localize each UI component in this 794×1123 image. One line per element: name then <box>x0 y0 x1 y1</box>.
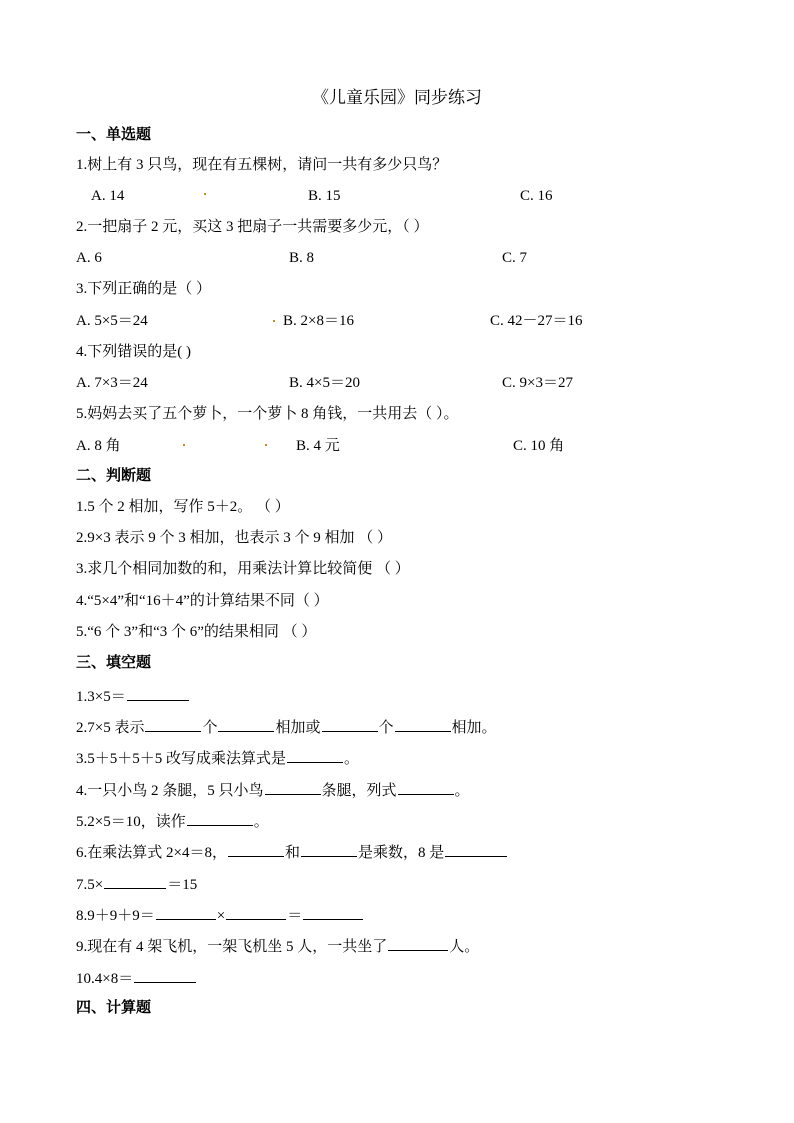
fill-q5-text-2: 。 <box>253 814 269 830</box>
answer-blank[interactable] <box>134 966 196 983</box>
fill-question-10 <box>76 966 197 990</box>
answer-blank[interactable] <box>187 809 253 826</box>
mc-q1-option-b: B. 15 <box>308 188 341 204</box>
stray-dot <box>183 444 185 446</box>
fill-q8-text-3: ＝ <box>287 908 303 924</box>
section-heading-fill-in: 三、填空题 <box>76 655 152 671</box>
fill-question-2 <box>76 715 497 739</box>
mc-q3-option-a: A. 5×5＝24 <box>76 313 148 329</box>
answer-blank[interactable] <box>265 778 321 795</box>
stray-dot <box>265 444 267 446</box>
section-heading-single-choice: 一、单选题 <box>76 127 152 143</box>
mc-q1-option-a: A. 14 <box>91 188 125 204</box>
answer-blank[interactable] <box>445 840 507 857</box>
mc-question-5: 5.妈妈去买了五个萝卜，一个萝卜 8 角钱，一共用去（ ）。 <box>76 406 459 422</box>
mc-q2-option-a: A. 6 <box>76 250 102 266</box>
fill-q2-text-1: 2.7×5 表示 <box>76 720 145 736</box>
answer-blank[interactable] <box>228 840 284 857</box>
mc-q3-option-c: C. 42－27＝16 <box>490 313 583 329</box>
mc-q1-option-c: C. 16 <box>520 188 553 204</box>
fill-q4-text-2: 条腿，列式 <box>321 783 397 799</box>
answer-blank[interactable] <box>303 903 363 920</box>
answer-blank[interactable] <box>388 934 448 951</box>
fill-q2-text-5: 相加。 <box>451 720 497 736</box>
answer-blank[interactable] <box>127 684 189 701</box>
mc-q4-option-c: C. 9×3＝27 <box>502 375 573 391</box>
fill-question-4 <box>76 778 470 802</box>
fill-q1-text: 1.3×5＝ <box>76 689 126 705</box>
fill-q6-text-3: 是乘数，8 是 <box>357 845 445 861</box>
fill-q7-text-2: ＝15 <box>167 877 198 893</box>
fill-q2-text-4: 个 <box>378 720 394 736</box>
answer-blank[interactable] <box>398 778 454 795</box>
fill-question-7 <box>76 872 197 896</box>
fill-question-6 <box>76 840 508 864</box>
section-heading-calculation: 四、计算题 <box>76 1000 152 1016</box>
answer-blank[interactable] <box>301 840 357 857</box>
fill-q6-text-2: 和 <box>284 845 300 861</box>
page-title: 《儿童乐园》同步练习 <box>312 88 482 107</box>
mc-q4-option-a: A. 7×3＝24 <box>76 375 148 391</box>
tf-question-2: 2.9×3 表示 9 个 3 相加，也表示 3 个 9 相加 （ ） <box>76 530 392 546</box>
stray-dot <box>273 320 275 322</box>
fill-question-3 <box>76 746 359 770</box>
tf-question-3: 3.求几个相同加数的和，用乘法计算比较简便 （ ） <box>76 561 410 577</box>
mc-q5-option-c: C. 10 角 <box>513 438 565 454</box>
answer-blank[interactable] <box>218 715 274 732</box>
mc-q5-option-a: A. 8 角 <box>76 438 121 454</box>
answer-blank[interactable] <box>145 715 201 732</box>
tf-question-4: 4.“5×4”和“16＋4”的计算结果不同（ ） <box>76 593 329 609</box>
mc-question-1: 1.树上有 3 只鸟，现在有五棵树，请问一共有多少只鸟？ <box>76 157 448 173</box>
tf-question-5: 5.“6 个 3”和“3 个 6”的结果相同 （ ） <box>76 624 317 640</box>
answer-blank[interactable] <box>226 903 286 920</box>
fill-q7-text-1: 7.5× <box>76 877 104 893</box>
tf-question-1: 1.5 个 2 相加，写作 5＋2。 （ ） <box>76 499 290 515</box>
fill-question-8 <box>76 903 364 927</box>
fill-question-1 <box>76 684 190 708</box>
mc-question-2: 2.一把扇子 2 元，买这 3 把扇子一共需要多少元，（ ） <box>76 219 429 235</box>
fill-q8-text-1: 8.9＋9＋9＝ <box>76 908 155 924</box>
mc-q4-option-b: B. 4×5＝20 <box>289 375 360 391</box>
fill-q9-text-2: 人。 <box>449 939 480 955</box>
mc-q2-option-b: B. 8 <box>289 250 315 266</box>
mc-question-4: 4.下列错误的是( ) <box>76 344 191 360</box>
stray-dot <box>204 193 206 195</box>
fill-q6-text-1: 6.在乘法算式 2×4＝8， <box>76 845 227 861</box>
fill-q5-text-1: 5.2×5＝10，读作 <box>76 814 186 830</box>
section-heading-true-false: 二、判断题 <box>76 468 152 484</box>
answer-blank[interactable] <box>104 872 166 889</box>
fill-q3-text-2: 。 <box>344 751 360 767</box>
answer-blank[interactable] <box>287 746 343 763</box>
fill-question-5 <box>76 809 269 833</box>
fill-q2-text-3: 相加或 <box>275 720 321 736</box>
mc-q5-option-b: B. 4 元 <box>296 438 340 454</box>
fill-q2-text-2: 个 <box>202 720 218 736</box>
answer-blank[interactable] <box>156 903 216 920</box>
fill-q4-text-1: 4.一只小鸟 2 条腿，5 只小鸟 <box>76 783 264 799</box>
fill-q9-text-1: 9.现在有 4 架飞机，一架飞机坐 5 人，一共坐了 <box>76 939 388 955</box>
mc-q2-option-c: C. 7 <box>502 250 528 266</box>
fill-q3-text-1: 3.5＋5＋5＋5 改写成乘法算式是 <box>76 751 287 767</box>
fill-question-9 <box>76 934 479 958</box>
answer-blank[interactable] <box>395 715 451 732</box>
fill-q10-text: 10.4×8＝ <box>76 971 134 987</box>
mc-q3-option-b: B. 2×8＝16 <box>283 313 354 329</box>
answer-blank[interactable] <box>322 715 378 732</box>
mc-question-3: 3.下列正确的是（ ） <box>76 281 212 297</box>
fill-q8-text-2: × <box>216 908 226 924</box>
fill-q4-text-3: 。 <box>454 783 470 799</box>
